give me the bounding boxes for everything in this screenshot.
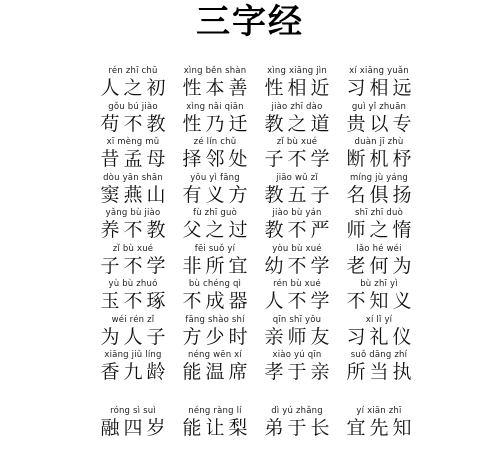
pinyin-text: yù bù zhuó — [108, 279, 158, 289]
hanzi-text: 窦燕山 — [100, 183, 170, 206]
hanzi-text: 亲师友 — [264, 325, 334, 348]
hanzi-text: 教不严 — [264, 219, 334, 241]
verse-row — [92, 244, 422, 280]
hanzi-text: 教五子 — [264, 183, 334, 206]
pinyin-text: lǎo hé wéi — [356, 243, 402, 254]
pinyin-text: jiāo wǔ zǐ — [276, 172, 318, 183]
verse-phrase — [92, 66, 174, 102]
hanzi-text: 习礼仪 — [346, 325, 416, 348]
pinyin-text: xìng xiāng jìn — [267, 66, 327, 76]
pinyin-text: duàn jī zhù — [354, 137, 404, 147]
verse-phrase — [256, 279, 338, 315]
verse-grid — [92, 66, 422, 441]
verse-phrase — [338, 315, 420, 351]
hanzi-text: 名俱扬 — [346, 183, 416, 206]
pinyin-text: xí lǐ yí — [365, 314, 393, 325]
pinyin-text: dòu yān shān — [103, 172, 163, 183]
hanzi-text: 宜先知 — [346, 416, 416, 439]
verse-phrase — [338, 173, 420, 209]
verse-phrase — [256, 173, 338, 209]
pinyin-text: bù chéng qì — [188, 279, 242, 289]
verse-phrase — [256, 406, 338, 442]
pinyin-text: guì yǐ zhuān — [351, 101, 407, 112]
verse-row — [92, 66, 422, 102]
verse-phrase — [174, 315, 256, 351]
verse-phrase — [92, 244, 174, 280]
hanzi-text: 人不学 — [264, 290, 334, 312]
verse-phrase — [92, 208, 174, 244]
hanzi-text: 能温席 — [182, 361, 252, 383]
pinyin-text: zǐ bù xué — [276, 137, 318, 147]
hanzi-text: 弟于长 — [264, 416, 334, 439]
verse-phrase — [174, 66, 256, 102]
verse-row — [92, 315, 422, 351]
verse-phrase — [92, 315, 174, 351]
verse-phrase — [338, 406, 420, 442]
verse-phrase — [256, 315, 338, 351]
verse-row — [92, 102, 422, 138]
pinyin-text: xí xiāng yuǎn — [349, 66, 409, 76]
verse-phrase — [338, 279, 420, 315]
verse-phrase — [92, 102, 174, 138]
pinyin-text: xī mèng mǔ — [106, 137, 160, 147]
verse-phrase — [338, 66, 420, 102]
pinyin-text: xìng nǎi qiān — [186, 101, 244, 112]
pinyin-text: yǎng bù jiào — [105, 208, 161, 218]
verse-phrase — [174, 244, 256, 280]
page-title: 三字经 — [196, 2, 304, 42]
verse-phrase — [256, 244, 338, 280]
hanzi-text: 融四岁 — [100, 416, 170, 439]
verse-phrase — [174, 350, 256, 386]
verse-row — [92, 208, 422, 244]
pinyin-text: shī zhī duò — [355, 208, 403, 218]
hanzi-text: 子不学 — [100, 254, 170, 277]
hanzi-text: 苟不教 — [100, 112, 170, 135]
hanzi-text: 非所宜 — [182, 254, 252, 277]
verse-row — [92, 406, 422, 442]
pinyin-text: xiāng jiǔ líng — [104, 350, 162, 360]
verse-phrase — [338, 137, 420, 173]
hanzi-text: 父之过 — [182, 219, 252, 241]
verse-phrase — [174, 173, 256, 209]
pinyin-text: gǒu bú jiào — [108, 101, 158, 112]
verse-row — [92, 173, 422, 209]
pinyin-text: zǐ bù xué — [112, 243, 154, 254]
hanzi-text: 能让梨 — [182, 416, 252, 439]
hanzi-text: 幼不学 — [264, 254, 334, 277]
pinyin-text: yòu bù xué — [272, 243, 322, 254]
pinyin-text: xìng běn shàn — [183, 66, 247, 76]
verse-phrase — [256, 66, 338, 102]
pinyin-text: yǒu yì fāng — [190, 172, 240, 183]
verse-phrase — [92, 137, 174, 173]
pinyin-text: xiào yú qīn — [272, 350, 322, 360]
verse-phrase — [256, 208, 338, 244]
verse-phrase — [256, 137, 338, 173]
pinyin-text: néng wēn xí — [188, 350, 242, 360]
hanzi-text: 子不学 — [264, 148, 334, 170]
hanzi-text: 人之初 — [100, 77, 170, 99]
hanzi-text: 老何为 — [346, 254, 416, 277]
verse-phrase — [92, 279, 174, 315]
verse-phrase — [174, 137, 256, 173]
hanzi-text: 性相近 — [264, 77, 334, 99]
hanzi-text: 择邻处 — [182, 148, 252, 170]
verse-phrase — [338, 102, 420, 138]
pinyin-text: fāng shào shí — [185, 314, 245, 325]
hanzi-text: 香九龄 — [100, 361, 170, 383]
hanzi-text: 有义方 — [182, 183, 252, 206]
pinyin-text: zé lín chǔ — [193, 137, 237, 147]
pinyin-text: fù zhī guò — [193, 208, 237, 218]
hanzi-text: 不成器 — [182, 290, 252, 312]
pinyin-text: suǒ dāng zhí — [350, 350, 408, 360]
pinyin-text: rén bù xué — [273, 279, 321, 289]
verse-phrase — [174, 102, 256, 138]
verse-phrase — [174, 279, 256, 315]
pinyin-text: néng ràng lí — [188, 405, 242, 416]
pinyin-text: jiào zhī dào — [271, 101, 323, 112]
hanzi-text: 不知义 — [346, 290, 416, 312]
verse-phrase — [92, 173, 174, 209]
verse-phrase — [338, 208, 420, 244]
hanzi-text: 性本善 — [182, 77, 252, 99]
hanzi-text: 习相远 — [346, 77, 416, 99]
pinyin-text: wéi rén zǐ — [111, 314, 155, 325]
verse-phrase — [338, 244, 420, 280]
hanzi-text: 养不教 — [100, 219, 170, 241]
pinyin-text: míng jù yáng — [350, 172, 408, 183]
verse-phrase — [92, 350, 174, 386]
pinyin-text: bù zhī yì — [360, 279, 398, 289]
pinyin-text: jiào bù yán — [272, 208, 322, 218]
pinyin-text: róng sì suì — [110, 405, 156, 416]
verse-row — [92, 279, 422, 315]
verse-phrase — [256, 102, 338, 138]
verse-row — [92, 350, 422, 386]
verse-row — [92, 137, 422, 173]
verse-phrase — [338, 350, 420, 386]
verse-phrase — [174, 208, 256, 244]
pinyin-text: yí xiān zhī — [356, 405, 402, 416]
hanzi-text: 孝于亲 — [264, 361, 334, 383]
verse-phrase — [256, 350, 338, 386]
verse-phrase — [92, 406, 174, 442]
hanzi-text: 为人子 — [100, 325, 170, 348]
hanzi-text: 断机杼 — [346, 148, 416, 170]
hanzi-text: 玉不琢 — [100, 290, 170, 312]
hanzi-text: 昔孟母 — [100, 148, 170, 170]
hanzi-text: 方少时 — [182, 325, 252, 348]
hanzi-text: 性乃迁 — [182, 112, 252, 135]
hanzi-text: 师之惰 — [346, 219, 416, 241]
verse-phrase — [174, 406, 256, 442]
hanzi-text: 贵以专 — [346, 112, 416, 135]
pinyin-text: rén zhī chū — [108, 66, 158, 76]
hanzi-text: 所当执 — [346, 361, 416, 383]
pinyin-text: qīn shī yǒu — [272, 314, 322, 325]
pinyin-text: fēi suǒ yí — [194, 243, 236, 254]
hanzi-text: 教之道 — [264, 112, 334, 135]
pinyin-text: dì yú zhǎng — [271, 405, 323, 416]
